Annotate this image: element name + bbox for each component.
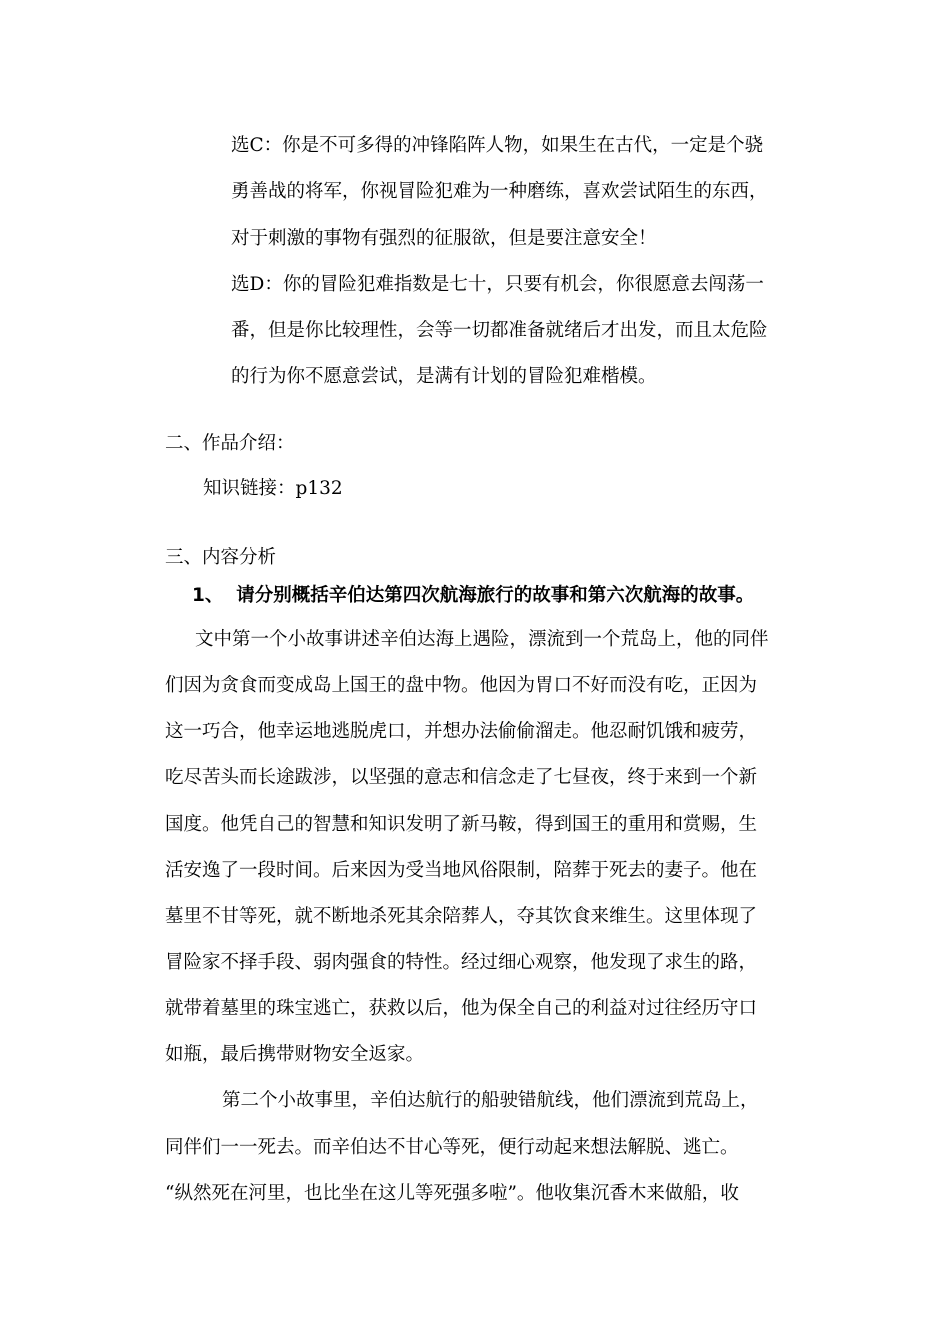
option-c-line-1: 选C：你是不可多得的冲锋陷阵人物，如果生在古代，一定是个骁 xyxy=(231,135,764,156)
option-d-line-3: 的行为你不愿意尝试，是满有计划的冒险犯难楷模。 xyxy=(231,366,657,387)
paragraph-1-line-5: 国度。他凭自己的智慧和知识发明了新马鞍，得到国王的重用和赏赐，生 xyxy=(165,814,758,835)
option-c-line-3: 对于刺激的事物有强烈的征服欲，但是要注意安全！ xyxy=(231,228,657,249)
paragraph-1-line-8: 冒险家不择手段、弱肉强食的特性。经过细心观察，他发现了求生的路， xyxy=(165,952,758,973)
paragraph-2-line-3: “纵然死在河里，也比坐在这儿等死强多啦”。他收集沉香木来做船，收 xyxy=(165,1183,739,1204)
question-1: 1、 请分别概括辛伯达第四次航海旅行的故事和第六次航海的故事。 xyxy=(192,585,755,606)
paragraph-2-line-2: 同伴们一一死去。而辛伯达不甘心等死，便行动起来想法解脱、逃亡。 xyxy=(165,1137,739,1158)
option-c-line-2: 勇善战的将军，你视冒险犯难为一种磨练，喜欢尝试陌生的东西， xyxy=(231,181,768,202)
paragraph-1-line-10: 如瓶，最后携带财物安全返家。 xyxy=(165,1044,425,1065)
section-2-heading: 二、作品介绍： xyxy=(165,433,295,454)
paragraph-1-line-4: 吃尽苦头而长途跋涉，以坚强的意志和信念走了七昼夜，终于来到一个新 xyxy=(165,767,758,788)
option-d-line-1: 选D：你的冒险犯难指数是七十，只要有机会，你很愿意去闯荡一 xyxy=(231,274,764,295)
knowledge-link: 知识链接：p132 xyxy=(203,478,343,499)
paragraph-1-line-3: 这一巧合，他幸运地逃脱虎口，并想办法偷偷溜走。他忍耐饥饿和疲劳， xyxy=(165,721,758,742)
section-3-heading: 三、内容分析 xyxy=(165,547,277,568)
paragraph-2-line-1: 第二个小故事里，辛伯达航行的船驶错航线，他们漂流到荒岛上， xyxy=(222,1090,759,1111)
option-d-line-2: 番，但是你比较理性，会等一切都准备就绪后才出发，而且太危险 xyxy=(231,320,768,341)
paragraph-1-line-6: 活安逸了一段时间。后来因为受当地风俗限制，陪葬于死去的妻子。他在 xyxy=(165,860,758,881)
paragraph-1-line-2: 们因为贪食而变成岛上国王的盘中物。他因为胃口不好而没有吃，正因为 xyxy=(165,675,758,696)
paragraph-1-line-9: 就带着墓里的珠宝逃亡，获救以后，他为保全自己的利益对过往经历守口 xyxy=(165,998,758,1019)
paragraph-1-line-7: 墓里不甘等死，就不断地杀死其余陪葬人，夺其饮食来维生。这里体现了 xyxy=(165,906,758,927)
paragraph-1-line-1: 文中第一个小故事讲述辛伯达海上遇险，漂流到一个荒岛上，他的同伴 xyxy=(195,629,769,650)
